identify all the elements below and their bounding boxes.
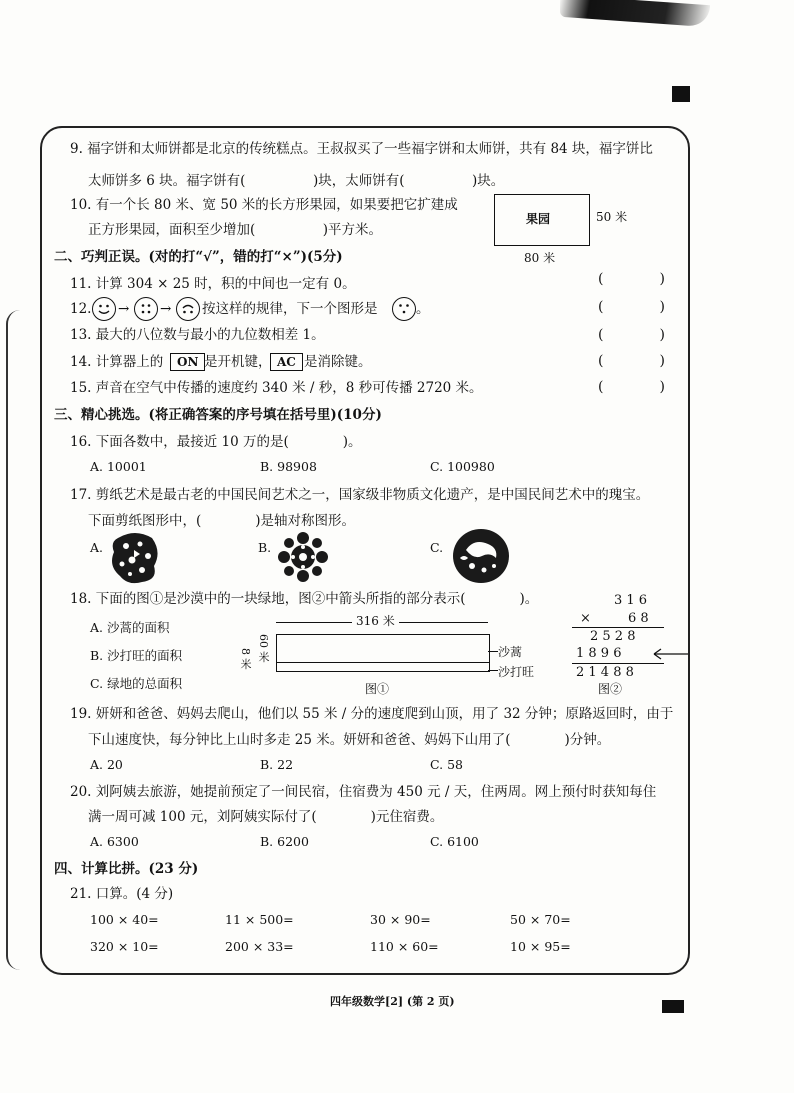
q17-line2: 下面剪纸图形中，( )是轴对称图形。 [88, 513, 356, 529]
calc-2: 11 × 500= [225, 912, 294, 927]
q11: 11. 计算 304 × 25 时，积的中间也一定有 0。 [70, 276, 356, 292]
calc-6: 200 × 33= [225, 939, 294, 954]
section3-title: 三、精心挑选。(将正确答案的序号填在括号里)(10分) [54, 407, 382, 423]
section2-title: 二、巧判正误。(对的打“√”，错的打“×”)(5分) [54, 249, 343, 265]
q17-option-a: A. [90, 540, 104, 555]
calc-3: 30 × 90= [370, 912, 431, 927]
q18-option-a: A. 沙蒿的面积 [90, 620, 170, 635]
q18-option-c: C. 绿地的总面积 [90, 676, 183, 691]
q12-number: 12. [70, 301, 92, 317]
registration-mark-bottom [662, 1000, 684, 1013]
fig1-top-label: 316 米 [352, 612, 399, 630]
orchard-label: 果园 [526, 212, 551, 226]
q20-option-c: C. 6100 [430, 834, 479, 849]
papercut-b-image [276, 530, 330, 584]
calc-8: 10 × 95= [510, 939, 571, 954]
answer-paren-15[interactable]: ( ) [598, 379, 665, 395]
calc-5: 320 × 10= [90, 939, 159, 954]
q10-line2: 正方形果园，面积至少增加( )平方米。 [88, 222, 383, 238]
q14-start: 14. 计算器上的 [70, 354, 164, 370]
fig1-strip-line [276, 662, 490, 663]
papercut-a-image [108, 530, 162, 586]
arrow-icon: → [160, 301, 172, 317]
q16-option-b: B. 98908 [260, 459, 317, 474]
q12-text: 按这样的规律，下一个图形是 [202, 301, 378, 317]
fig1-pointer-b [488, 670, 498, 671]
q17-option-c: C. [430, 540, 444, 555]
q20-option-b: B. 6200 [260, 834, 309, 849]
papercut-c-image [452, 528, 510, 584]
q18-stem: 18. 下面的图①是沙漠中的一块绿地，图②中箭头所指的部分表示( )。 [70, 591, 539, 607]
q9-line1: 9. 福字饼和太师饼都是北京的传统糕点。王叔叔买了一些福字饼和太师饼，共有 84 块，福字饼比 [70, 141, 653, 157]
frown-face-icon [176, 297, 200, 321]
q15: 15. 声音在空气中传播的速度约 340 米 / 秒，8 秒可传播 2720 米。 [70, 380, 483, 396]
q17-option-b: B. [258, 540, 272, 555]
scan-smudge [560, 0, 710, 27]
fig1-label-shadawang: 沙打旺 [498, 665, 535, 679]
on-key: ON [170, 353, 205, 371]
fig2-arrow-icon [650, 647, 690, 661]
q20-line2: 满一周可减 100 元，刘阿姨实际付了( )元住宿费。 [88, 809, 444, 825]
ac-key: AC [270, 353, 303, 371]
section4-title: 四、计算比拼。(23 分) [54, 861, 199, 877]
q21-title: 21. 口算。(4 分) [70, 886, 174, 902]
answer-face-icon [392, 297, 416, 321]
fig2-row2: 6 8 [628, 611, 649, 626]
q18-option-b: B. 沙打旺的面积 [90, 648, 183, 663]
calc-7: 110 × 60= [370, 939, 439, 954]
orchard-width-label: 50 米 [596, 210, 628, 224]
orchard-length-label: 80 米 [524, 251, 556, 265]
page-footer: 四年级数学[2] (第 2 页) [330, 995, 455, 1008]
q16-option-a: A. 10001 [90, 459, 147, 474]
q19-option-c: C. 58 [430, 757, 463, 772]
arrow-icon: → [118, 301, 130, 317]
fig2-operator: × [580, 611, 591, 626]
q19-line1: 19. 妍妍和爸爸、妈妈去爬山，他们以 55 米 / 分的速度爬到山顶，用了 32 分钟；原路返回时，由于 [70, 706, 674, 722]
q16-stem: 16. 下面各数中，最接近 10 万的是( )。 [70, 434, 362, 450]
q19-line2: 下山速度快，每分钟比上山时多走 25 米。妍妍和爸爸、妈妈下山用了( )分钟。 [88, 732, 611, 748]
fig2-row5: 2 1 4 8 8 [576, 665, 634, 680]
fig2-row1: 3 1 6 [614, 593, 648, 608]
fig2-caption: 图② [598, 682, 623, 696]
answer-paren-12[interactable]: ( ) [598, 299, 665, 315]
fig1-rectangle [276, 634, 490, 672]
fig2-row3: 2 5 2 8 [590, 629, 636, 644]
answer-paren-14[interactable]: ( ) [598, 353, 665, 369]
q20-line1: 20. 刘阿姨去旅游，她提前预定了一间民宿，住宿费为 450 元 / 天，住两周。网上预付时获知每住 [70, 784, 657, 800]
q13: 13. 最大的八位数与最小的九位数相差 1。 [70, 327, 325, 343]
q17-line1: 17. 剪纸艺术是最古老的中国民间艺术之一，国家级非物质文化遗产，是中国民间艺术中的瑰宝。 [70, 487, 650, 503]
fig1-left-inner-label: 60 米 [257, 634, 270, 663]
q20-option-a: A. 6300 [90, 834, 139, 849]
registration-mark-top [672, 86, 690, 102]
q19-option-b: B. 22 [260, 757, 294, 772]
fig1-left-outer-label: 8 米 [239, 648, 252, 670]
smiley-face-icon [92, 297, 116, 321]
calc-4: 50 × 70= [510, 912, 571, 927]
calc-1: 100 × 40= [90, 912, 159, 927]
answer-paren-13[interactable]: ( ) [598, 327, 665, 343]
q19-option-a: A. 20 [90, 757, 123, 772]
neutral-face-icon [134, 297, 158, 321]
q14-mid: 是开机键， [204, 354, 272, 370]
fig1-pointer-a [488, 651, 498, 652]
fig1-label-shahao: 沙蒿 [498, 645, 523, 659]
margin-bracket [6, 310, 24, 970]
fig2-row4: 1 8 9 6 [576, 646, 622, 661]
q14-end: 是消除键。 [304, 354, 372, 370]
fig1-caption: 图① [365, 682, 390, 696]
q12-end: 。 [416, 301, 430, 317]
q16-option-c: C. 100980 [430, 459, 495, 474]
q10-line1: 10. 有一个长 80 米、宽 50 米的长方形果园，如果要把它扩建成 [70, 197, 458, 213]
answer-paren-11[interactable]: ( ) [598, 271, 665, 287]
q9-line2: 太师饼多 6 块。福字饼有( )块，太师饼有( )块。 [88, 173, 505, 189]
